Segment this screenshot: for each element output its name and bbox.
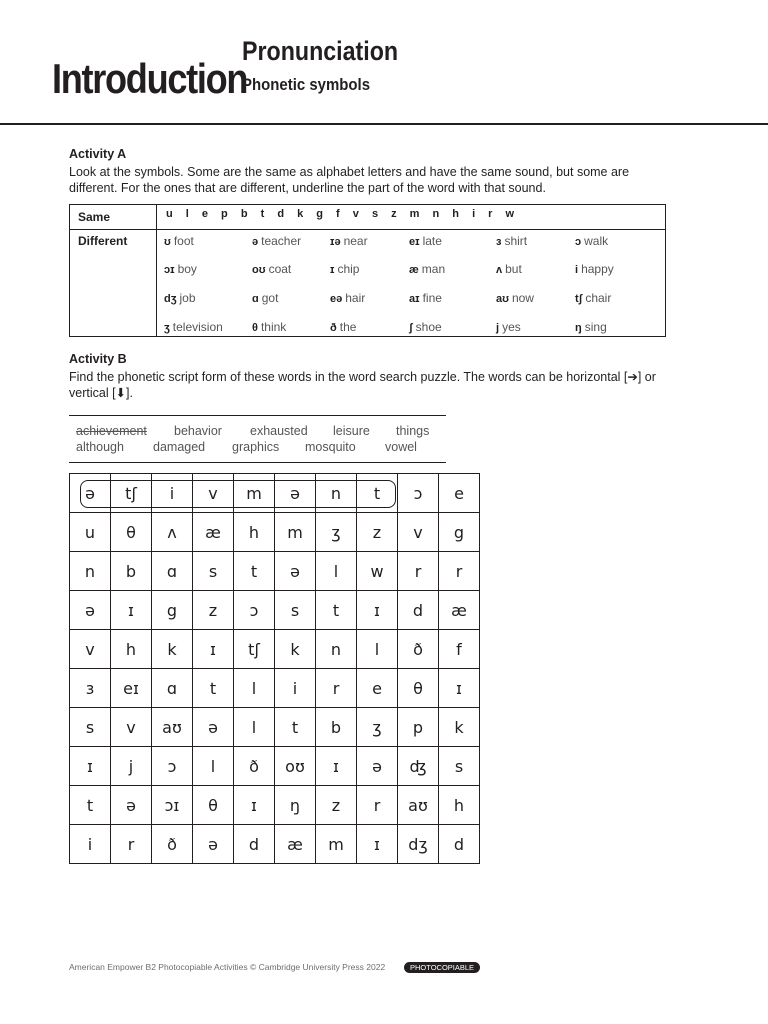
symbol-example	[252, 291, 278, 305]
grid-cell[interactable]: r	[316, 669, 357, 708]
grid-cell[interactable]: θ	[111, 513, 152, 552]
example-word: coat	[268, 262, 292, 276]
phonetic-symbol: j	[496, 322, 500, 334]
symbol-example	[252, 262, 291, 276]
phonetic-symbol: ð	[330, 322, 337, 334]
grid-cell[interactable]: oʊ	[275, 747, 316, 786]
symbol-example	[164, 320, 223, 334]
example-word: boy	[177, 262, 197, 276]
grid-cell[interactable]: i	[152, 474, 193, 513]
grid-row	[70, 747, 480, 786]
grid-row	[70, 591, 480, 630]
phonetic-symbol: ʌ	[496, 264, 503, 276]
grid-cell[interactable]: e	[357, 669, 398, 708]
grid-row	[70, 708, 480, 747]
grid-row	[70, 786, 480, 825]
page-header	[0, 0, 768, 125]
word-list-item: although	[76, 440, 124, 454]
grid-cell[interactable]: p	[398, 708, 439, 747]
symbol-example	[330, 320, 356, 334]
symbols-table	[69, 204, 666, 337]
table-divider	[156, 205, 157, 336]
example-word: job	[179, 291, 196, 305]
symbol-example	[164, 234, 194, 248]
grid-cell[interactable]: t	[193, 669, 234, 708]
grid-cell[interactable]: ɪ	[193, 630, 234, 669]
phonetic-symbol: ʊ	[164, 236, 171, 248]
phonetic-symbol: ɪə	[330, 236, 341, 248]
grid-cell[interactable]: θ	[193, 786, 234, 825]
grid-cell[interactable]: ɜ	[70, 669, 111, 708]
example-word: shoe	[415, 320, 442, 334]
example-word: hair	[345, 291, 366, 305]
grid-cell[interactable]: ɪ	[357, 591, 398, 630]
grid-cell[interactable]: k	[152, 630, 193, 669]
symbol-example	[575, 291, 611, 305]
grid-cell[interactable]: r	[439, 552, 480, 591]
symbol-example	[164, 291, 196, 305]
symbol-example	[409, 291, 442, 305]
phonetic-symbol: æ	[409, 264, 419, 276]
grid-cell[interactable]: ə	[70, 474, 111, 513]
grid-cell[interactable]: ɑ	[152, 552, 193, 591]
header-rule	[0, 123, 768, 125]
grid-cell[interactable]: g	[439, 513, 480, 552]
phonetic-symbol: ɪ	[330, 264, 335, 276]
example-word: walk	[584, 234, 609, 248]
symbol-example	[496, 320, 521, 334]
phonetic-symbol: ʒ	[164, 322, 170, 334]
example-word: chair	[585, 291, 612, 305]
grid-cell[interactable]: w	[357, 552, 398, 591]
phonetic-symbol: i	[575, 264, 579, 276]
grid-cell[interactable]: v	[70, 630, 111, 669]
phonetic-symbol: ɔ	[575, 236, 582, 248]
grid-cell[interactable]: ɔ	[398, 474, 439, 513]
grid-cell[interactable]: l	[234, 669, 275, 708]
grid-row	[70, 513, 480, 552]
phonetic-symbol: eɪ	[409, 236, 420, 248]
phonetic-symbol: aʊ	[496, 293, 509, 305]
grid-cell[interactable]: tʃ	[234, 630, 275, 669]
example-word: television	[172, 320, 223, 334]
word-list-item: achievement	[76, 424, 147, 438]
example-answer-circle	[80, 480, 396, 508]
grid-cell[interactable]: l	[316, 552, 357, 591]
grid-cell[interactable]: ə	[275, 552, 316, 591]
word-list-item: damaged	[153, 440, 206, 454]
grid-cell[interactable]: ə	[193, 825, 234, 864]
phonetic-symbol: θ	[252, 322, 258, 334]
word-list-item: things	[396, 424, 430, 438]
phonetic-symbol: ɔɪ	[164, 264, 175, 276]
grid-cell[interactable]: v	[111, 708, 152, 747]
grid-cell[interactable]: m	[316, 825, 357, 864]
grid-cell[interactable]: h	[234, 513, 275, 552]
activity-b-instructions: Find the phonetic script form of these words in the word search puzzle. The words can be horizontal [➔] or vertical [⬇].	[69, 370, 656, 400]
grid-cell[interactable]: g	[152, 591, 193, 630]
symbol-example	[496, 291, 534, 305]
grid-cell[interactable]: s	[275, 591, 316, 630]
page-subtitle: Phonetic symbols	[242, 75, 371, 94]
grid-cell[interactable]: i	[275, 669, 316, 708]
grid-cell[interactable]: ɔɪ	[152, 786, 193, 825]
example-word: got	[261, 291, 279, 305]
example-word: yes	[502, 320, 521, 334]
activity-a-title: Activity A	[69, 147, 127, 161]
grid-cell[interactable]: ʤ	[398, 747, 439, 786]
grid-cell[interactable]: ɪ	[70, 747, 111, 786]
word-list-item: graphics	[232, 440, 280, 454]
grid-cell[interactable]: dʒ	[398, 825, 439, 864]
symbol-example	[575, 320, 607, 334]
symbol-example	[330, 234, 368, 248]
grid-cell[interactable]: ʒ	[357, 708, 398, 747]
phonetic-symbol: oʊ	[252, 264, 266, 276]
example-word: late	[422, 234, 442, 248]
example-word: sing	[584, 320, 607, 334]
word-search-grid	[69, 473, 480, 864]
grid-cell[interactable]: d	[398, 591, 439, 630]
phonetic-symbol: tʃ	[575, 293, 583, 305]
phonetic-symbol: ɑ	[252, 293, 259, 305]
grid-cell[interactable]: m	[234, 474, 275, 513]
grid-cell[interactable]: ɔ	[152, 747, 193, 786]
grid-cell[interactable]: d	[439, 825, 480, 864]
photocopiable-badge: PHOTOCOPIABLE	[404, 962, 480, 973]
grid-cell[interactable]: s	[70, 708, 111, 747]
symbol-example	[496, 234, 527, 248]
page-title: Pronunciation	[242, 36, 399, 66]
grid-cell[interactable]: i	[70, 825, 111, 864]
grid-cell[interactable]: b	[111, 552, 152, 591]
grid-cell[interactable]: z	[357, 513, 398, 552]
activity-a-instructions: Look at the symbols. Some are the same as alphabet letters and have the same sound, but some are different. For the ones that are different, underline the part of the word with that sound.	[69, 165, 630, 195]
example-word: fine	[422, 291, 442, 305]
grid-cell[interactable]: ə	[357, 747, 398, 786]
symbol-example	[252, 320, 286, 334]
symbol-example	[496, 262, 522, 276]
example-word: the	[339, 320, 357, 334]
grid-cell[interactable]: t	[234, 552, 275, 591]
phonetic-symbol: ə	[252, 236, 259, 248]
grid-cell[interactable]: t	[275, 708, 316, 747]
grid-cell[interactable]: æ	[275, 825, 316, 864]
same-label: Same	[78, 210, 111, 224]
example-word: chip	[337, 262, 360, 276]
grid-cell[interactable]: ɔ	[234, 591, 275, 630]
grid-cell[interactable]: ŋ	[275, 786, 316, 825]
example-word: think	[260, 320, 287, 334]
grid-cell[interactable]: ə	[70, 591, 111, 630]
footer-text: American Empower B2 Photocopiable Activities © Cambridge University Press 2022	[69, 962, 386, 972]
grid-cell[interactable]: n	[316, 630, 357, 669]
grid-cell[interactable]: ɪ	[439, 669, 480, 708]
grid-cell[interactable]: h	[439, 786, 480, 825]
grid-cell[interactable]: s	[193, 552, 234, 591]
grid-cell[interactable]: tʃ	[111, 474, 152, 513]
grid-cell[interactable]: l	[357, 630, 398, 669]
word-list-item: exhausted	[250, 424, 308, 438]
grid-cell[interactable]: l	[234, 708, 275, 747]
grid-cell[interactable]: r	[398, 552, 439, 591]
word-list-item: mosquito	[305, 440, 356, 454]
phonetic-symbol: ŋ	[575, 322, 582, 334]
grid-cell[interactable]: aʊ	[398, 786, 439, 825]
symbol-example	[330, 291, 365, 305]
grid-cell[interactable]: r	[357, 786, 398, 825]
word-list-item: vowel	[385, 440, 417, 454]
example-word: but	[505, 262, 522, 276]
grid-cell[interactable]: ə	[193, 708, 234, 747]
grid-cell[interactable]: f	[439, 630, 480, 669]
grid-cell[interactable]: eɪ	[111, 669, 152, 708]
grid-cell[interactable]: ʌ	[152, 513, 193, 552]
example-word: shirt	[504, 234, 528, 248]
phonetic-symbol: aɪ	[409, 293, 420, 305]
example-word: teacher	[261, 234, 302, 248]
grid-cell[interactable]: ɪ	[234, 786, 275, 825]
table-divider	[70, 229, 665, 230]
grid-cell[interactable]: ð	[398, 630, 439, 669]
grid-cell[interactable]: ʒ	[316, 513, 357, 552]
symbol-example	[409, 234, 442, 248]
grid-cell[interactable]: ə	[275, 474, 316, 513]
grid-row	[70, 630, 480, 669]
grid-cell[interactable]: ɪ	[316, 747, 357, 786]
phonetic-symbol: ʃ	[409, 322, 413, 334]
grid-cell[interactable]: d	[234, 825, 275, 864]
phonetic-symbol: ɜ	[496, 236, 502, 248]
symbol-example	[409, 320, 442, 334]
grid-cell[interactable]: e	[439, 474, 480, 513]
symbol-example	[252, 234, 301, 248]
grid-cell[interactable]: j	[111, 747, 152, 786]
symbol-example	[575, 262, 614, 276]
example-word: happy	[581, 262, 614, 276]
grid-cell[interactable]: ɪ	[357, 825, 398, 864]
grid-cell[interactable]: n	[316, 474, 357, 513]
grid-cell[interactable]: ð	[234, 747, 275, 786]
symbol-example	[164, 262, 197, 276]
word-list-item: behavior	[174, 424, 222, 438]
same-symbols: u l e p b t d k g f v s z m n h i r w	[166, 208, 518, 220]
grid-cell[interactable]: b	[316, 708, 357, 747]
symbol-example	[409, 262, 445, 276]
grid-cell[interactable]: ð	[152, 825, 193, 864]
grid-cell[interactable]: t	[357, 474, 398, 513]
grid-cell[interactable]: æ	[439, 591, 480, 630]
example-word: man	[421, 262, 446, 276]
grid-cell[interactable]: s	[439, 747, 480, 786]
phonetic-symbol: eə	[330, 293, 343, 305]
activity-b-title: Activity B	[69, 352, 127, 366]
example-word: near	[343, 234, 368, 248]
grid-cell[interactable]: t	[316, 591, 357, 630]
word-list	[69, 415, 446, 463]
grid-cell[interactable]: l	[193, 747, 234, 786]
grid-cell[interactable]: ɪ	[111, 591, 152, 630]
grid-cell[interactable]: k	[439, 708, 480, 747]
grid-cell[interactable]: r	[111, 825, 152, 864]
grid-cell[interactable]: n	[70, 552, 111, 591]
different-label: Different	[78, 234, 128, 248]
word-list-item: leisure	[333, 424, 370, 438]
grid-cell[interactable]: z	[193, 591, 234, 630]
grid-cell[interactable]: ɑ	[152, 669, 193, 708]
grid-row	[70, 669, 480, 708]
section-title: Introduction	[52, 55, 248, 102]
grid-row	[70, 552, 480, 591]
grid-cell[interactable]: aʊ	[152, 708, 193, 747]
grid-cell[interactable]: ə	[111, 786, 152, 825]
grid-row	[70, 825, 480, 864]
example-word: now	[511, 291, 534, 305]
grid-cell[interactable]: θ	[398, 669, 439, 708]
symbol-example	[330, 262, 359, 276]
grid-cell[interactable]: v	[193, 474, 234, 513]
example-word: foot	[173, 234, 194, 248]
phonetic-symbol: dʒ	[164, 293, 177, 305]
symbol-example	[575, 234, 608, 248]
grid-cell[interactable]: k	[275, 630, 316, 669]
grid-cell[interactable]: m	[275, 513, 316, 552]
grid-cell[interactable]: h	[111, 630, 152, 669]
grid-cell[interactable]: v	[398, 513, 439, 552]
grid-cell[interactable]: t	[70, 786, 111, 825]
grid-cell[interactable]: æ	[193, 513, 234, 552]
grid-cell[interactable]: u	[70, 513, 111, 552]
grid-cell[interactable]: z	[316, 786, 357, 825]
